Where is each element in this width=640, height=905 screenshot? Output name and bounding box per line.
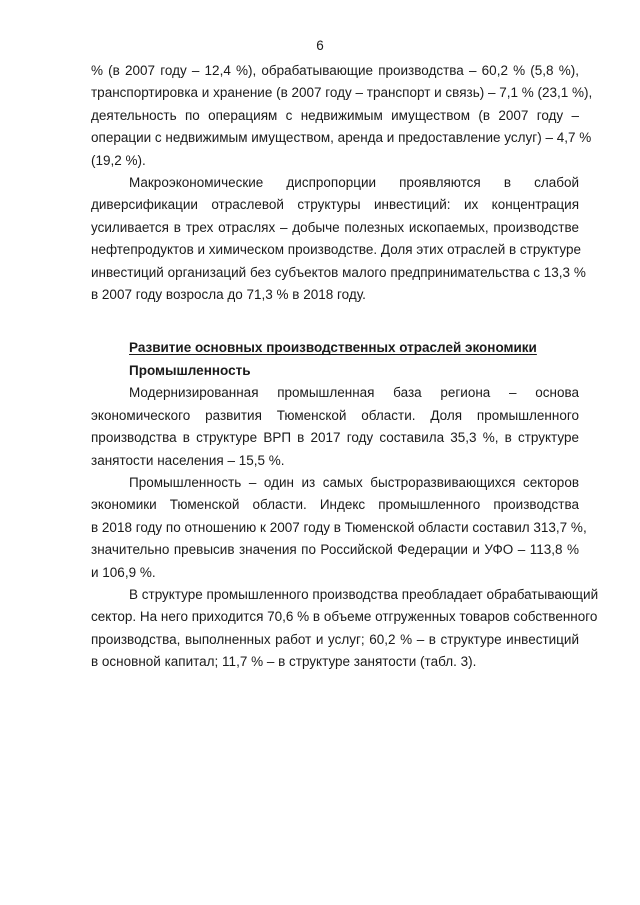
- text-line: нефтепродуктов и химическом производстве. Доля этих отраслей в структуре: [91, 242, 581, 258]
- text-line: занятости населения – 15,5 %.: [91, 452, 285, 468]
- paragraph-macroeconomic-disproportions: [91, 172, 586, 306]
- text-line: производства в структуре ВРП в 2017 году составила 35,3 %, в структуре: [91, 430, 579, 446]
- text-line: Макроэкономические диспропорции проявляются в слабой: [129, 175, 579, 191]
- text-line: в основной капитал; 11,7 % – в структуре занятости (табл. 3).: [91, 654, 477, 670]
- text-line: инвестиций организаций без субъектов малого предпринимательства с 13,3 %: [91, 264, 586, 280]
- text-line: транспортировка и хранение (в 2007 году – транспорт и связь) – 7,1 % (23,1 %),: [91, 85, 593, 101]
- text-line: и 106,9 %.: [91, 564, 156, 580]
- text-line: значительно превысив значения по Российской Федерации и УФО – 113,8 %: [91, 542, 579, 558]
- text-line: экономики Тюменской области. Индекс промышленного производства: [91, 497, 579, 513]
- paragraph-industrial-base: [91, 382, 579, 472]
- text-line: Модернизированная промышленная база региона – основа: [129, 385, 579, 401]
- text-line: усиливается в трех отраслях – добыче полезных ископаемых, производстве: [91, 219, 579, 235]
- text-line: % (в 2007 году – 12,4 %), обрабатывающие производства – 60,2 % (5,8 %),: [91, 63, 579, 78]
- paragraph-industry-shares: [91, 60, 593, 172]
- text-line: операции с недвижимым имуществом, аренда и предоставление услуг) – 4,7 %: [91, 130, 592, 146]
- text-line: В структуре промышленного производства преобладает обрабатывающий: [129, 586, 599, 602]
- section-heading: Развитие основных производственных отраслей экономики: [129, 340, 537, 356]
- document-body: [91, 60, 599, 674]
- text-line: (19,2 %).: [91, 152, 146, 168]
- text-line: Промышленность – один из самых быстроразвивающихся секторов: [129, 474, 579, 490]
- text-line: в 2007 году возросла до 71,3 % в 2018 году.: [91, 287, 366, 303]
- text-line: экономического развития Тюменской области. Доля промышленного: [91, 407, 579, 423]
- page-number: 6: [316, 38, 324, 53]
- text-line: деятельность по операциям с недвижимым имуществом (в 2007 году –: [91, 107, 579, 123]
- text-line: диверсификации отраслевой структуры инвестиций: их концентрация: [91, 197, 579, 213]
- text-line: производства, выполненных работ и услуг; 60,2 % – в структуре инвестиций: [91, 631, 579, 647]
- text-line: сектор. На него приходится 70,6 % в объеме отгруженных товаров собственного: [91, 609, 598, 625]
- subsection-heading: Промышленность: [129, 362, 251, 378]
- text-line: в 2018 году по отношению к 2007 году в Тюменской области составил 313,7 %,: [91, 519, 587, 535]
- paragraph-manufacturing-sector: [91, 584, 599, 674]
- paragraph-industrial-growth: [91, 472, 587, 584]
